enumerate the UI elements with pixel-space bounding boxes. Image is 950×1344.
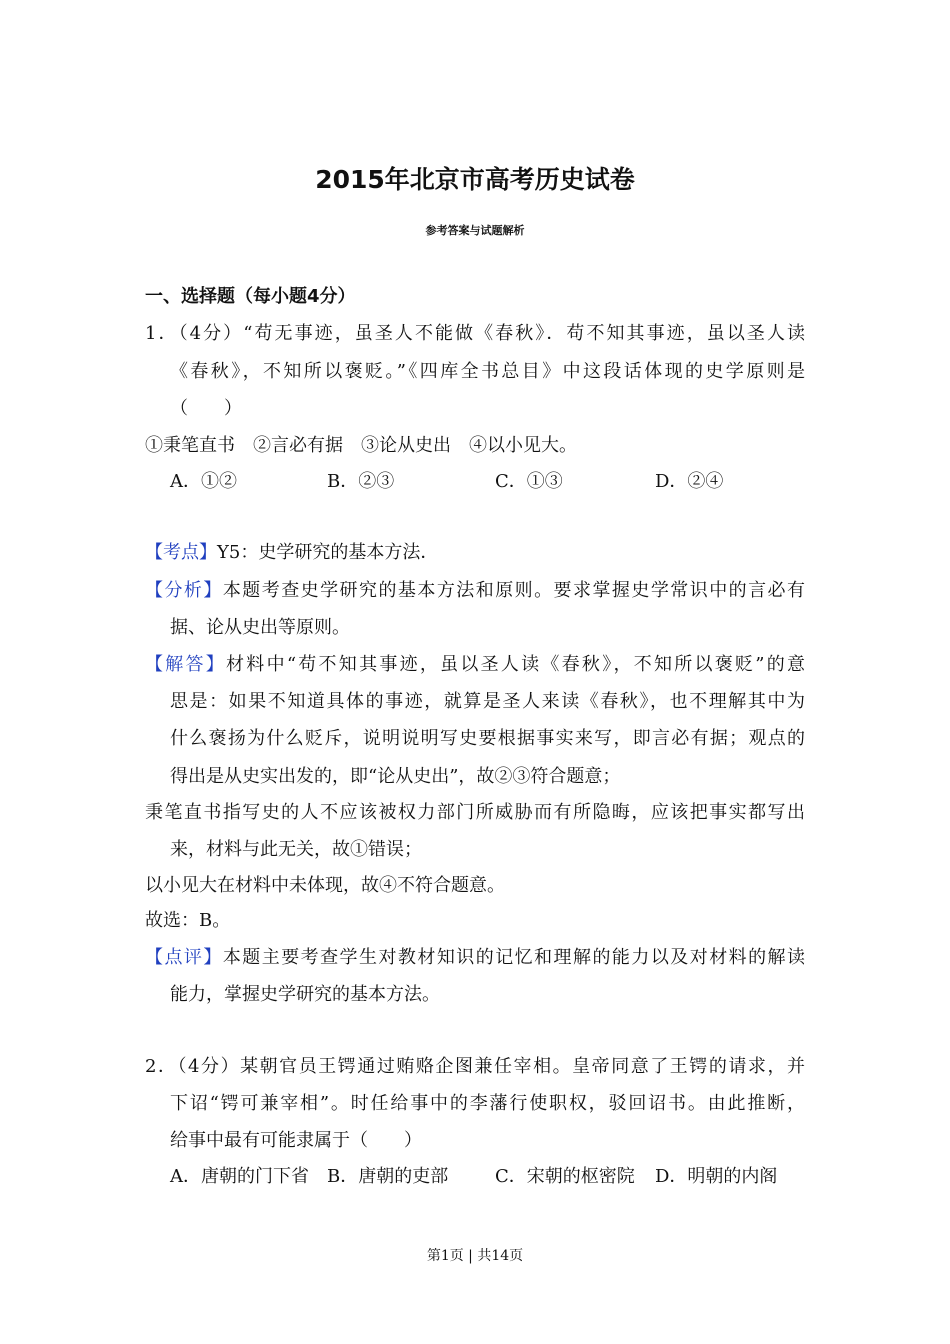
jieda-text: 来，材料与此无关，故①错误；	[170, 839, 422, 860]
option-d: D．明朝的内阁	[655, 1166, 778, 1187]
option-a: A．唐朝的门下省	[170, 1166, 309, 1187]
document-subtitle: 参考答案与试题解析	[425, 224, 525, 237]
dianping-label: 【点评】	[145, 947, 223, 968]
jieda-text: 得出是从史实出发的，即“论从史出”，故②③符合题意；	[170, 766, 621, 787]
question-text: 《春秋》，不知所以褒贬。”《四库全书总目》中这段话体现的史学原则是	[170, 361, 805, 382]
jieda-text: 什么褒扬为什么贬斥，说明说明写史要根据事实来写，即言必有据；观点的	[170, 728, 805, 749]
kaodian-label: 【考点】	[145, 542, 217, 563]
option-c: C．①③	[495, 471, 563, 492]
option-b: B．唐朝的吏部	[327, 1166, 449, 1187]
option-c: C．宋朝的枢密院	[495, 1166, 635, 1187]
question-text: 给事中最有可能隶属于（ ）	[170, 1130, 422, 1151]
option-b: B．②③	[327, 471, 395, 492]
question-text: 2．（4分）某朝官员王锷通过贿赂企图兼任宰相。皇帝同意了王锷的请求，并	[145, 1056, 805, 1077]
fenxi-text: 本题考查史学研究的基本方法和原则。要求掌握史学常识中的言必有	[222, 580, 806, 601]
jieda-text: 以小见大在材料中未体现，故④不符合题意。	[145, 875, 505, 896]
jieda-line	[145, 653, 805, 677]
question-statements: ①秉笔直书 ②言必有据 ③论从史出 ④以小见大。	[145, 435, 577, 456]
kaodian-line	[145, 541, 438, 565]
section-heading: 一、选择题（每小题4分）	[145, 286, 356, 307]
jieda-label: 【解答】	[145, 654, 227, 675]
question-text: 下诏“锷可兼宰相”。时任给事中的李藩行使职权，驳回诏书。由此推断，	[170, 1093, 805, 1114]
option-a: A．①②	[170, 471, 237, 492]
jieda-text: 思是：如果不知道具体的事迹，就算是圣人来读《春秋》，也不理解其中为	[170, 691, 805, 712]
dianping-text: 能力，掌握史学研究的基本方法。	[170, 984, 440, 1005]
jieda-text: 材料中“苟不知其事迹，虽以圣人读《春秋》，不知所以褒贬”的意	[226, 654, 806, 675]
dianping-text: 本题主要考查学生对教材知识的记忆和理解的能力以及对材料的解读	[222, 947, 806, 968]
question-text: 1．（4分）“苟无事迹，虽圣人不能做《春秋》．苟不知其事迹，虽以圣人读	[145, 323, 805, 344]
page-footer: 第1页 | 共14页	[426, 1248, 524, 1264]
question-text: （ ）	[170, 398, 242, 419]
fenxi-label: 【分析】	[145, 580, 223, 601]
answer-choice: 故选：B。	[145, 910, 231, 931]
jieda-text: 秉笔直书指写史的人不应该被权力部门所威胁而有所隐晦，应该把事实都写出	[145, 802, 805, 823]
fenxi-text: 据、论从史出等原则。	[170, 617, 350, 638]
kaodian-text: Y5：史学研究的基本方法．	[217, 542, 439, 563]
option-d: D．②④	[655, 471, 724, 492]
fenxi-line	[145, 579, 805, 603]
document-title: 2015年北京市高考历史试卷	[315, 165, 635, 194]
dianping-line	[145, 946, 805, 970]
